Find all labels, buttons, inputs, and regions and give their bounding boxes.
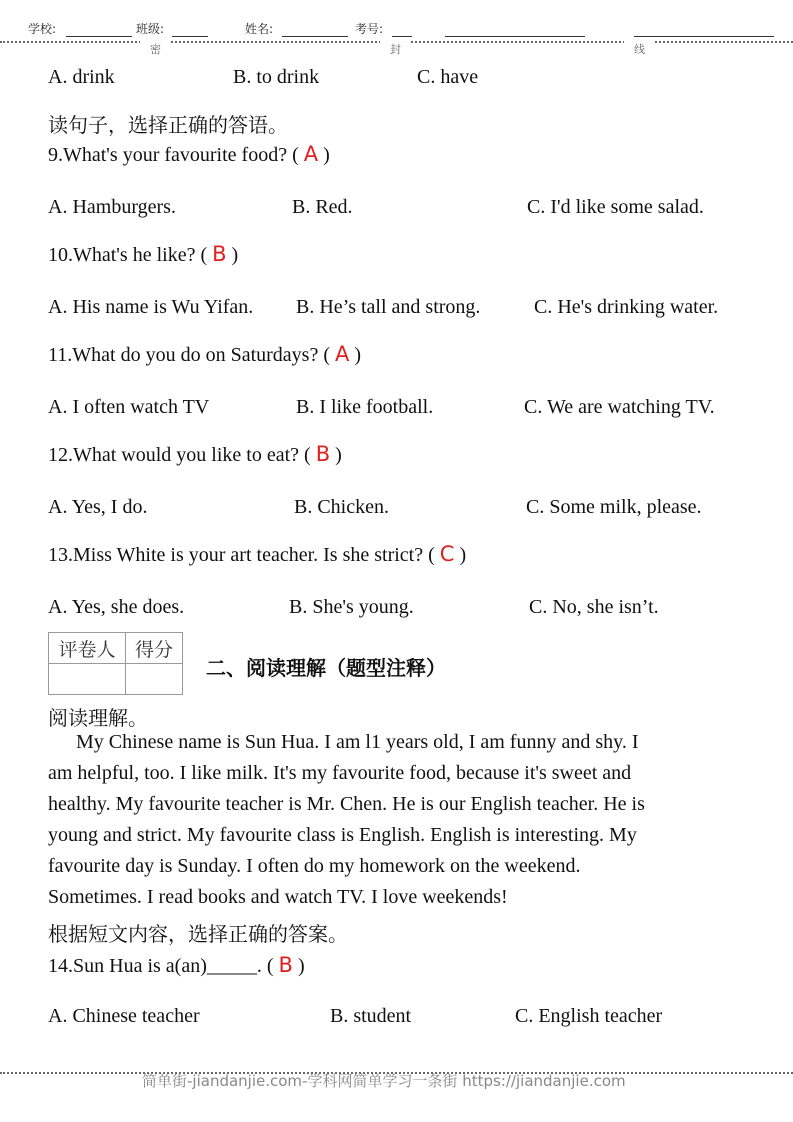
passage-line: healthy. My favourite teacher is Mr. Chen. He is our English teacher. He is [48,793,645,815]
question-close: ) [459,544,467,566]
passage-line: young and strict. My favourite class is English. English is interesting. My [48,824,637,846]
question-10 [48,242,238,267]
option-a: A. drink [48,66,115,88]
seal-char-mi: 密 [140,41,171,57]
option-b: B. She's young. [289,596,414,618]
answer-mark: B [212,242,227,266]
question-close: ) [323,144,330,166]
question-text: 10.What's he like? ( [48,244,208,266]
option-c: C. Some milk, please. [526,496,702,518]
class-field-line [172,36,208,37]
option-b: B. Chicken. [294,496,389,518]
answer-mark: A [334,342,350,366]
option-a: A. Yes, she does. [48,596,185,618]
question-11 [48,342,361,367]
number-label: 考号: [355,22,384,36]
question-text: 9.What's your favourite food? ( [48,144,299,166]
option-a: A. Chinese teacher [48,1005,200,1027]
grader-header: 评卷人 [49,633,126,664]
question-13 [48,542,466,567]
question-close: ) [231,244,239,266]
grader-cell [49,664,126,695]
question-text: 14.Sun Hua is a(an)_____. ( [48,955,274,977]
option-a: A. His name is Wu Yifan. [48,296,254,318]
option-b: B. Red. [292,196,353,218]
school-field-line [66,36,132,37]
instruction-heading-2: 根据短文内容，选择正确的答案。 [48,922,348,946]
score-box [48,632,183,695]
class-label: 班级: [136,22,165,36]
section-title: 二、阅读理解（题型注释） [206,656,446,680]
reading-label: 阅读理解。 [48,706,148,730]
question-12 [48,442,342,467]
question-text: 13.Miss White is your art teacher. Is she strict? ( [48,544,435,566]
option-c: C. We are watching TV. [524,396,715,418]
option-b: B. to drink [233,66,320,88]
name-label: 姓名: [245,22,274,36]
question-text: 12.What would you like to eat? ( [48,444,311,466]
option-a: A. Hamburgers. [48,196,176,218]
option-a: A. I often watch TV [48,396,210,418]
school-label: 学校: [28,22,57,36]
score-header: 得分 [126,633,183,664]
blank-line-2 [634,36,774,37]
reading-passage [48,727,645,913]
score-cell [126,664,183,695]
instruction-heading: 读句子，选择正确的答语。 [48,113,288,137]
name-field-line [282,36,348,37]
option-a: A. Yes, I do. [48,496,148,518]
blank-line-1 [445,36,585,37]
question-text: 11.What do you do on Saturdays? ( [48,344,330,366]
option-b: B. student [330,1005,412,1027]
question-close: ) [297,955,305,977]
passage-line: am helpful, too. I like milk. It's my favourite food, because it's sweet and [48,762,632,784]
answer-mark: A [303,142,319,166]
question-9 [48,142,330,167]
answer-mark: C [439,542,455,566]
question-14 [48,953,305,978]
passage-line: Sometimes. I read books and watch TV. I love weekends! [48,886,508,908]
seal-char-xian: 线 [624,41,655,57]
seal-char-feng: 封 [380,41,411,57]
footer-watermark: 简单街-jiandanjie.com-学科网简单学习一条街 https://jiandanjie.com [142,1072,626,1090]
answer-mark: B [315,442,331,466]
question-close: ) [335,444,342,466]
option-c: C. I'd like some salad. [527,196,704,218]
passage-line: favourite day is Sunday. I often do my homework on the weekend. [48,855,581,877]
option-b: B. He’s tall and strong. [296,296,481,318]
option-b: B. I like football. [296,396,434,418]
option-c: C. English teacher [515,1005,663,1027]
passage-line: My Chinese name is Sun Hua. I am l1 years old, I am funny and shy. I [76,731,639,753]
number-field-line [392,36,412,37]
option-c: C. No, she isn’t. [529,596,659,618]
question-close: ) [354,344,362,366]
option-c: C. have [417,66,479,88]
answer-mark: B [278,953,293,977]
option-c: C. He's drinking water. [534,296,719,318]
